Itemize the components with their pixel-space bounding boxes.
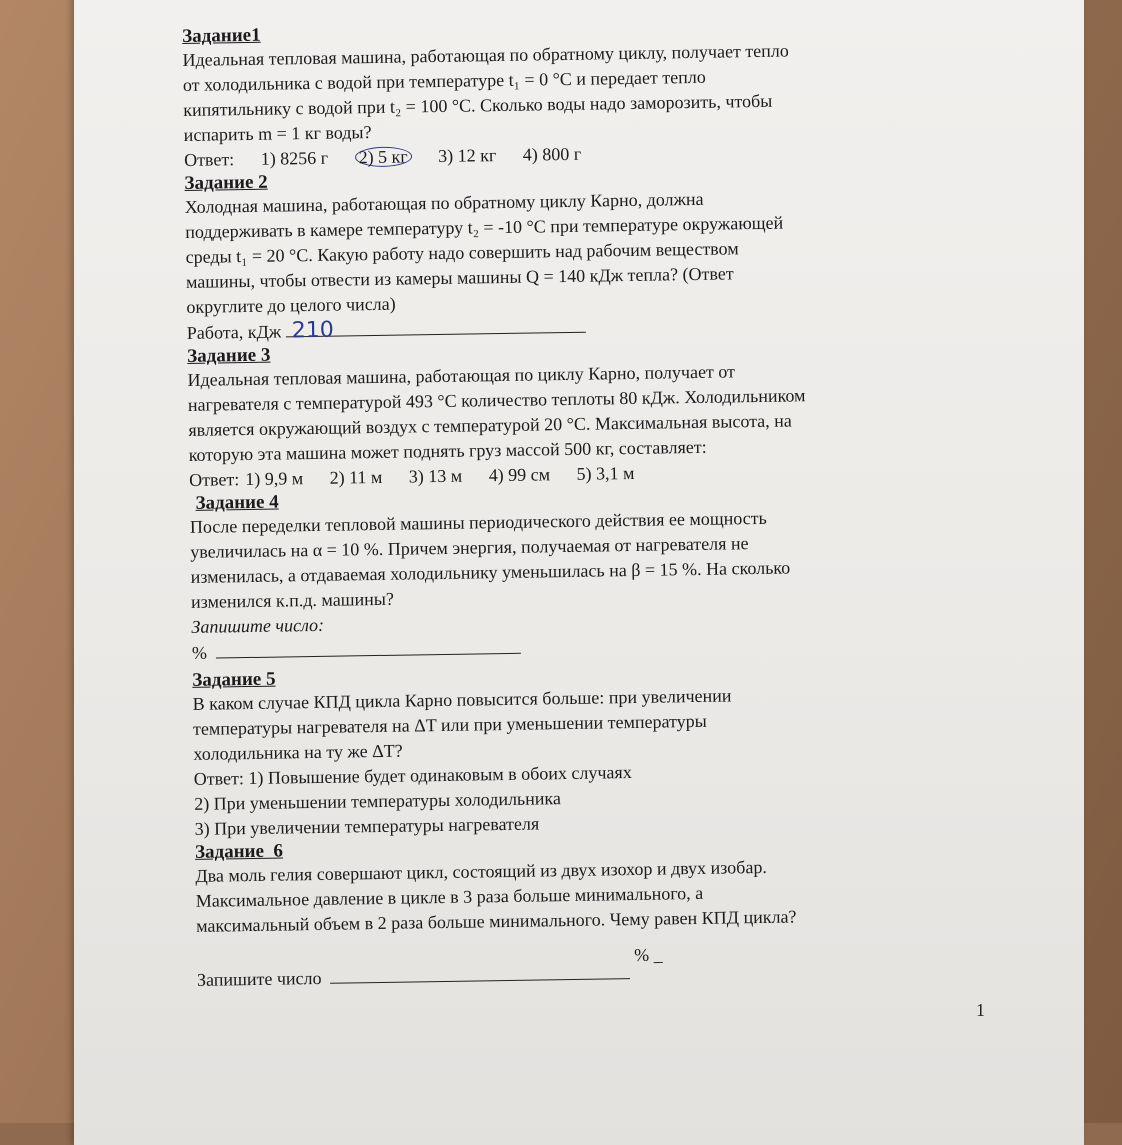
task-2-answer-label: Работа, кДж: [186, 321, 282, 343]
task-4-title: Задание 4: [195, 491, 279, 514]
task-2-title: Задание 2: [184, 171, 268, 194]
task-6-answer-field[interactable]: [330, 960, 630, 984]
task-6-line-1: Два моль гелия совершают цикл, состоящий из двух изохор и двух изобар.: [195, 856, 768, 886]
task-4-instruction: Запишите число:: [191, 614, 325, 637]
task-4-answer-label: %: [191, 642, 208, 663]
task-6: [195, 829, 997, 993]
task-3-option-4[interactable]: 4) 99 см: [488, 464, 551, 486]
task-6-instruction: Запишите число: [196, 967, 322, 990]
task-3-option-5[interactable]: 5) 3,1 м: [576, 462, 635, 484]
task-3-line-3: является окружающий воздух с температурой 20 °C. Максимальная высота, на: [188, 410, 792, 440]
task-2-handwritten-answer: 210: [291, 317, 334, 344]
task-4: [189, 480, 992, 666]
task-3-option-1[interactable]: 1) 9,9 м: [245, 468, 304, 490]
task-3-line-2: нагревателя с температурой 493 °C количество теплоты 80 кДж. Холодильником: [187, 385, 806, 415]
task-2: [184, 160, 987, 346]
task-4-line-3: изменилась, а отдаваемая холодильнику уменьшилась на β = 15 %. На сколько: [190, 557, 791, 587]
task-5: [192, 657, 995, 842]
task-5-line-2: температуры нагревателя на ΔT или при уменьшении температуры: [192, 710, 707, 739]
task-3-line-4: которую эта машина может поднять груз массой 500 кг, составляет:: [188, 436, 707, 465]
task-1-option-4[interactable]: 4) 800 г: [522, 143, 582, 165]
task-5-option-2[interactable]: 2) При уменьшении температуры холодильника: [194, 788, 562, 814]
task-2-answer-field[interactable]: [286, 314, 586, 344]
task-6-answer-suffix: % _: [634, 944, 663, 966]
task-5-answer-label: Ответ:: [193, 768, 245, 789]
task-4-line-4: изменился к.п.д. машины?: [190, 588, 395, 612]
task-1-line-1: Идеальная тепловая машина, работающая по обратному циклу, получает тепло: [182, 40, 789, 70]
worksheet-content: [182, 13, 997, 992]
task-3-title: Задание 3: [187, 344, 271, 367]
task-6-line-3: максимальный объем в 2 раза больше минимального. Чему равен КПД цикла?: [195, 906, 797, 936]
task-1-answer-label: Ответ:: [183, 149, 235, 170]
task-1-line-3: кипятильнику с водой при t₂ = 100 °C. Сколько воды надо заморозить, чтобы: [183, 90, 773, 120]
task-6-line-2: Максимальное давление в цикле в 3 раза больше минимального, а: [195, 882, 704, 911]
task-2-line-1: Холодная машина, работающая по обратному циклу Карно, должна: [184, 188, 704, 217]
task-4-line-1: После переделки тепловой машины периодического действия ее мощность: [189, 507, 767, 537]
task-1-title: Задание1: [182, 24, 261, 47]
task-1-line-4: испарить m = 1 кг воды?: [183, 122, 372, 145]
task-2-line-2: поддерживать в камере температуру t₂ = -10 °C при температуре окружающей: [185, 212, 784, 242]
task-5-option-1[interactable]: 1) Повышение будет одинаковым в обоих случаях: [248, 762, 632, 789]
task-5-line-1: В каком случае КПД цикла Карно повысится больше: при увеличении: [192, 685, 732, 714]
task-6-title: Задание 6: [194, 840, 284, 863]
task-5-line-3: холодильника на ту же ΔT?: [193, 740, 403, 764]
task-3-option-2[interactable]: 2) 11 м: [329, 466, 383, 488]
page-number: 1: [976, 1000, 985, 1020]
task-3-answer-label: Ответ:: [188, 469, 240, 490]
task-2-line-3: среды t₁ = 20 °C. Какую работу надо совершить над рабочим веществом: [185, 238, 739, 267]
task-3-line-1: Идеальная тепловая машина, работающая по циклу Карно, получает от: [187, 361, 736, 390]
task-5-title: Задание 5: [192, 668, 276, 691]
task-4-line-2: увеличилась на α = 10 %. Причем энергия, получаемая от нагревателя не: [190, 533, 749, 562]
task-1-option-3[interactable]: 3) 12 кг: [438, 145, 497, 166]
task-1: [182, 13, 984, 173]
task-1-option-2-text: 2) 5 кг: [358, 146, 408, 168]
task-4-answer-field[interactable]: [215, 635, 520, 659]
task-1-option-1[interactable]: 1) 8256 г: [260, 147, 329, 169]
task-2-line-4: машины, чтобы отвести из камеры машины Q = 140 кДж тепла? (Ответ: [185, 263, 734, 292]
task-2-line-5: округлите до целого числа): [186, 293, 396, 317]
task-3-option-3[interactable]: 3) 13 м: [408, 465, 463, 487]
task-5-option-3-text: 3) При увеличении температуры нагревателя: [194, 813, 540, 839]
task-3: [187, 333, 989, 493]
task-1-line-2: от холодильника с водой при температуре t₁ = 0 °C и передает тепло: [182, 66, 706, 95]
task-1-option-2[interactable]: [354, 146, 411, 167]
